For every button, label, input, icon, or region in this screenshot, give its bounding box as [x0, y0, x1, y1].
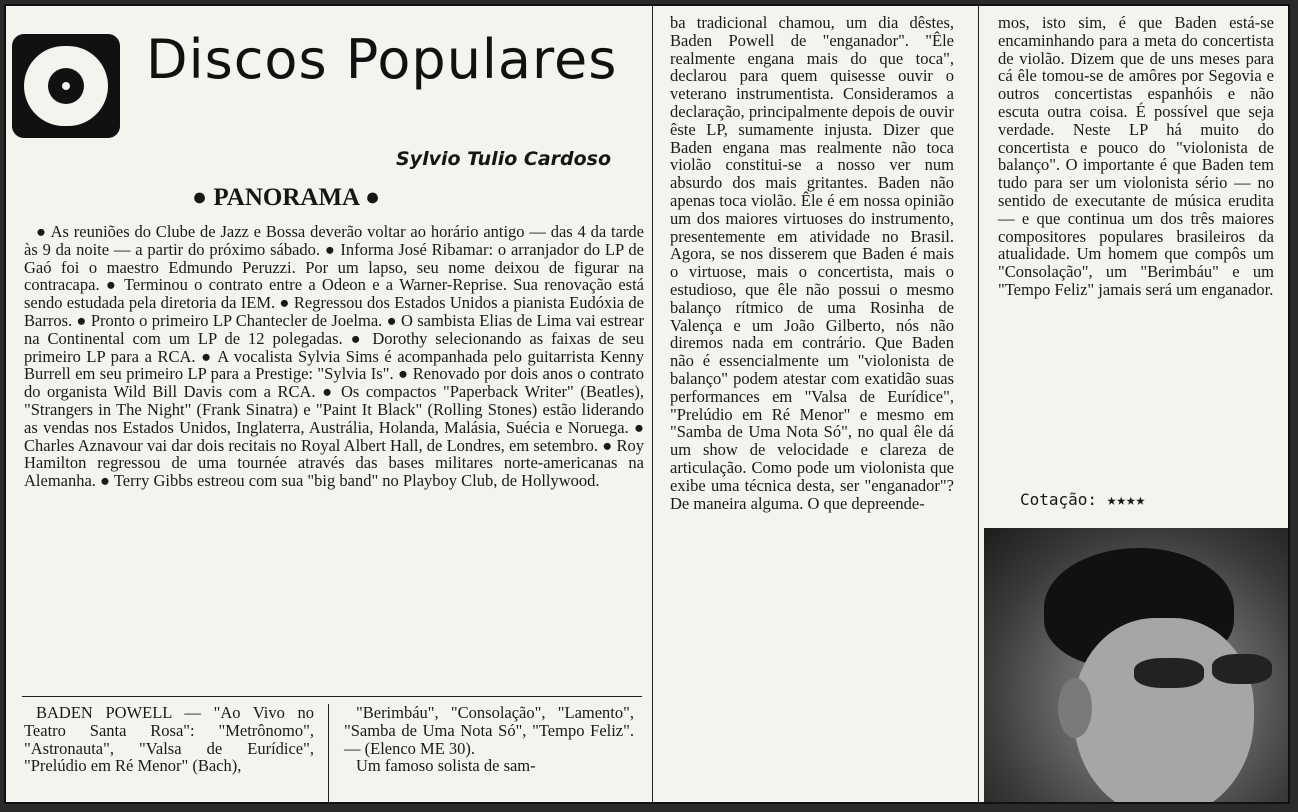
divider — [22, 696, 642, 697]
rating-stars: ★★★★ — [1106, 490, 1146, 509]
section-heading — [192, 184, 492, 212]
panorama-text: ● As reuniões do Clube de Jazz e Bossa deverão voltar ao horário antigo — das 4 da tarde às 9 da noite — a partir do próximo sábado. ● Informa José Ribamar: o arranjador do LP de Gaó foi o maestro Edmundo Peruzzi. Por um lapso, seu nome deixou de figurar na contracapa. ● Terminou o contrato entre a Odeon e a Warner-Reprise. Sua renovação está sendo estudada pela diretoria da IEM. ● Regressou dos Estados Unidos a pianista Eudóxia de Barros. ● Pronto o primeiro LP Chantecler de Joelma. ● O sambista Elias de Lima vai estrear na Continental com um LP de 12 polegadas. ● Dorothy selecionando as faixas de seu primeiro LP para a RCA. ● A vocalista Sylvia Sims é acompanhada pelo guitarrista Kenny Burrell em seu primeiro LP para a Prestige: "Sylvia Is". ● Renovado por dois anos o contrato do organista Wild Bill Davis com a RCA. ● Os compactos "Paperback Writer" (Beatles), "Strangers in The Night" (Frank Sinatra) e "Paint It Black" (Rolling Stones) estão liderando as vendas nos Estados Unidos, Inglaterra, Austrália, Holanda, Malásia, Suécia e Noruega. ● Charles Aznavour vai dar dois recitais no Royal Albert Hall, de Londres, em setembro. ● Roy Hamilton regressou de uma tournée através das bases militares norte-americanas na Alemanha. ● Terry Gibbs estreou com sua "big band" no Playboy Club, de Hollywood. — [24, 222, 644, 491]
rating — [1020, 490, 1280, 509]
section-title: PANORAMA — [213, 184, 359, 211]
review-tracklist: "Berimbáu", "Consolação", "Lamento", "Samba de Uma Nota Só", "Tempo Feliz". — (Elenco ME 30). — [344, 703, 634, 758]
bullet-icon: ● — [364, 184, 381, 211]
newspaper-page — [4, 4, 1290, 804]
divider — [328, 704, 329, 804]
column-divider — [652, 6, 653, 804]
rating-label: Cotação: — [1020, 490, 1098, 509]
column-divider — [978, 6, 979, 804]
review-column-4 — [998, 14, 1274, 299]
review-header-left — [24, 704, 314, 775]
review-body-text: mos, isto sim, é que Baden está-se encaminhando para a meta do concertista de violão. Dizem que de uns meses para cá êle tomou-se de amôres por Segovia e outros concertistas espanhóis e não escuta outra coisa. É possível que seja verdade. Neste LP há muito do concertista e pouco do "violonista de balanço". O importante é que Baden tem tudo para ser um violonista sério — no sentido de executante de música erudita — e que continua um dos três maiores compositores populares brasileiros da atualidade. Um homem que compôs um "Consolação", um "Berimbáu" e um "Tempo Feliz" jamais será um enganador. — [998, 13, 1274, 299]
masthead-title: Discos Populares — [146, 28, 618, 91]
review-body-text: ba tradicional chamou, um dia dêstes, Baden Powell de "enganador". "Êle realmente engana mais do que toca", declarou para quem quisesse ouvir o veterano instrumentista. Consideramos a declaração, principalmente depois de ouvir êste LP, sumamente injusta. Dizer que Baden engana mas realmente não toca violão constitui-se a nosso ver num absurdo dos mais gritantes. Baden não apenas toca violão. Êle é em nossa opinião um dos maiores virtuoses do instrumento, presentemente em atividade no Brasil. Agora, se nos disserem que Baden é mais o virtuose, mais o concertista, mais o estudioso, que êle não possui o mesmo balanço rítmico de uma Rosinha de Valença e um João Gilberto, nós não diremos nada em contrário. Que Baden não é essencialmente um "violonista de balanço" podem atestar com exatidão suas performances em "Valsa de Eurídice", "Prelúdio em Ré Menor" e mesmo em "Samba de Uma Nota Só", no qual êle dá um show de velocidade e clareza de articulação. Como pode um violonista que exibe uma técnica desta, ser "enganador"? De maneira alguma. O que depreende- — [670, 13, 954, 513]
panorama-column — [24, 223, 644, 490]
portrait-photo — [984, 528, 1290, 804]
byline: Sylvio Tulio Cardoso — [396, 148, 612, 170]
review-column-3 — [670, 14, 954, 512]
review-header-text: BADEN POWELL — "Ao Vivo no Teatro Santa Rosa": "Metrônomo", "Astronauta", "Valsa de Eurídice", "Prelúdio em Ré Menor" (Bach), — [24, 703, 314, 776]
review-body-start: Um famoso solista de sam- — [356, 756, 536, 776]
bullet-icon: ● — [192, 184, 208, 211]
review-header-right — [344, 704, 634, 775]
record-disc-icon — [12, 34, 120, 138]
